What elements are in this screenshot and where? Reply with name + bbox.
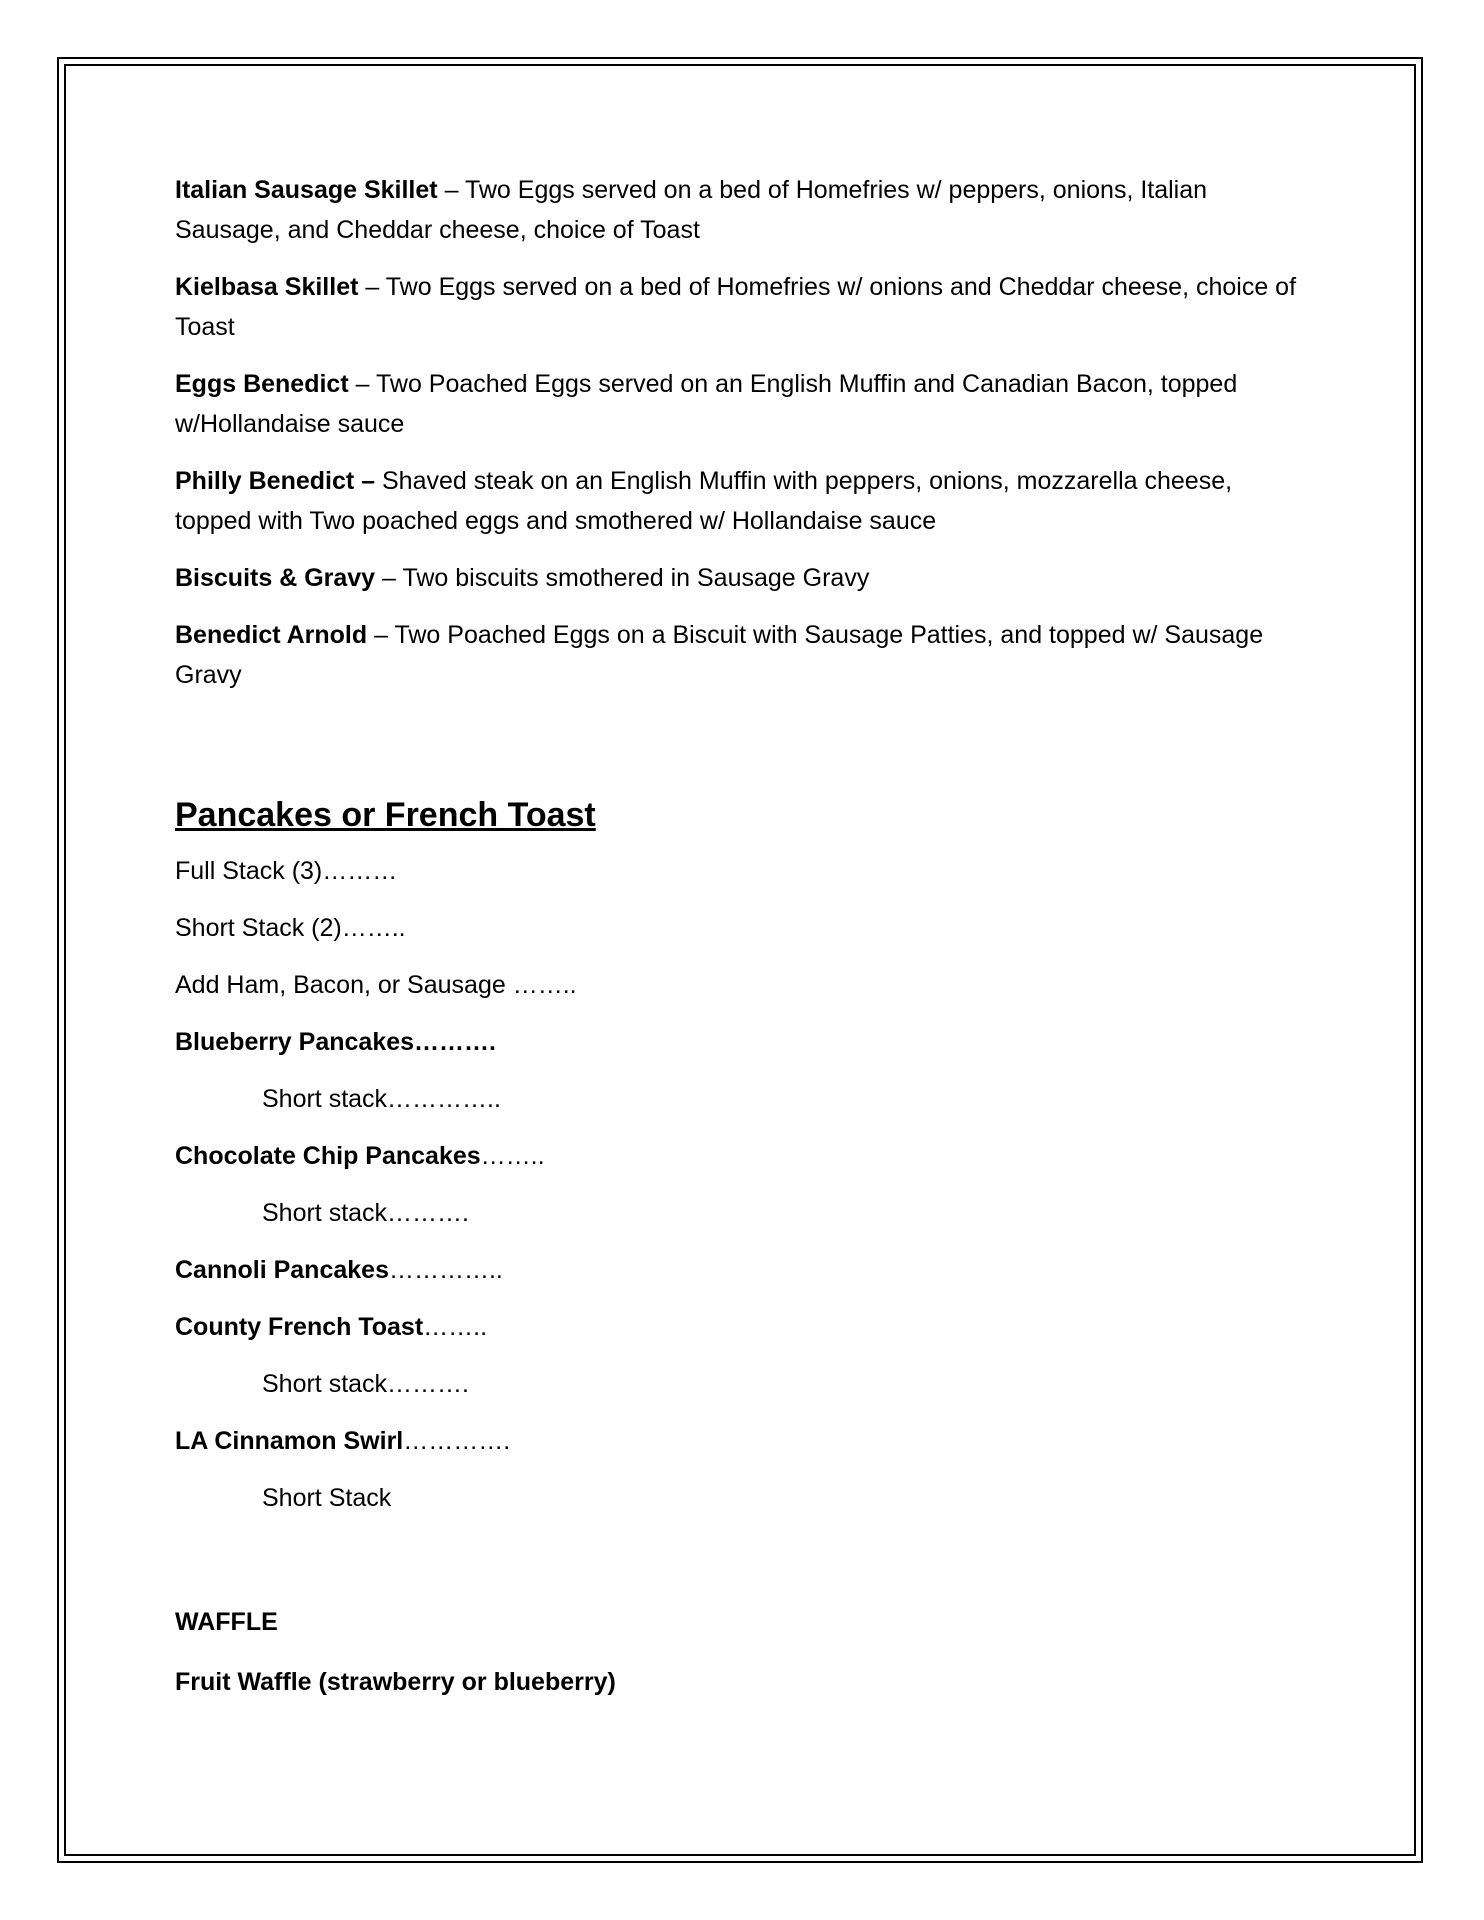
- price-line-blueberry-short-stack: [175, 1079, 1315, 1119]
- menu-item-benedict-arnold: [175, 615, 1315, 695]
- menu-item-fruit-waffle: Fruit Waffle (strawberry or blueberry): [175, 1668, 616, 1696]
- price-line-add-meat: [175, 965, 1315, 1005]
- item-description: – Two Eggs served on a bed of Homefries w/ onions and Cheddar cheese, choice of Toast: [175, 273, 1297, 341]
- line-text: ……..: [423, 1313, 488, 1341]
- menu-item-kielbasa-skillet: [175, 267, 1315, 347]
- item-name: Philly Benedict –: [175, 467, 376, 495]
- item-name: Biscuits & Gravy: [175, 564, 376, 592]
- price-line-short-stack: [175, 908, 1315, 948]
- section-heading-waffle: WAFFLE: [175, 1608, 278, 1636]
- section-heading-pancakes: Pancakes or French Toast: [175, 796, 596, 834]
- item-description: – Two Poached Eggs served on an English Muffin and Canadian Bacon, topped w/Hollandaise sauce: [175, 370, 1238, 438]
- menu-item-eggs-benedict: [175, 364, 1315, 444]
- item-description: – Two Poached Eggs on a Biscuit with Sausage Patties, and topped w/ Sausage Gravy: [175, 621, 1264, 689]
- line-text: ………….: [403, 1427, 511, 1455]
- line-name: County French Toast: [175, 1313, 424, 1341]
- price-line-chocolate-short-stack: [175, 1193, 1315, 1233]
- line-text: Full Stack (3)………: [175, 857, 398, 885]
- item-name: Kielbasa Skillet: [175, 273, 359, 301]
- item-name: Italian Sausage Skillet: [175, 176, 438, 204]
- price-line-cinnamon-short-stack: [175, 1478, 1315, 1518]
- price-line-full-stack: [175, 851, 1315, 891]
- line-name: Blueberry Pancakes……….: [175, 1028, 496, 1056]
- item-description: – Two Eggs served on a bed of Homefries w/ peppers, onions, Italian Sausage, and Cheddar cheese, choice of Toast: [175, 176, 1208, 244]
- line-name: LA Cinnamon Swirl: [175, 1427, 404, 1455]
- menu-content: [175, 170, 1315, 1702]
- price-line-county-french-toast: [175, 1307, 1315, 1347]
- price-line-la-cinnamon-swirl: [175, 1421, 1315, 1461]
- item-name: Benedict Arnold: [175, 621, 368, 649]
- menu-item-italian-sausage-skillet: [175, 170, 1315, 250]
- price-line-french-toast-short-stack: [175, 1364, 1315, 1404]
- price-line-chocolate-chip-pancakes: [175, 1136, 1315, 1176]
- line-text: Short Stack: [262, 1484, 392, 1512]
- price-line-cannoli-pancakes: [175, 1250, 1315, 1290]
- line-name: Cannoli Pancakes: [175, 1256, 389, 1284]
- menu-item-biscuits-gravy: [175, 558, 1315, 598]
- line-text: Short stack…………..: [262, 1085, 501, 1113]
- line-text: Short stack……….: [262, 1370, 469, 1398]
- line-text: ……..: [480, 1142, 545, 1170]
- line-name: Chocolate Chip Pancakes: [175, 1142, 481, 1170]
- item-name: Eggs Benedict: [175, 370, 349, 398]
- line-text: Add Ham, Bacon, or Sausage ……..: [175, 971, 577, 999]
- item-description: – Two biscuits smothered in Sausage Gravy: [375, 564, 870, 592]
- line-text: Short Stack (2)……..: [175, 914, 406, 942]
- line-text: …………..: [388, 1256, 503, 1284]
- menu-item-philly-benedict: [175, 461, 1315, 541]
- line-text: Short stack……….: [262, 1199, 469, 1227]
- item-description: Shaved steak on an English Muffin with peppers, onions, mozzarella cheese, topped with Two poached eggs and smothered w/ Hollandaise sauce: [175, 467, 1233, 535]
- price-line-blueberry-pancakes: [175, 1022, 1315, 1062]
